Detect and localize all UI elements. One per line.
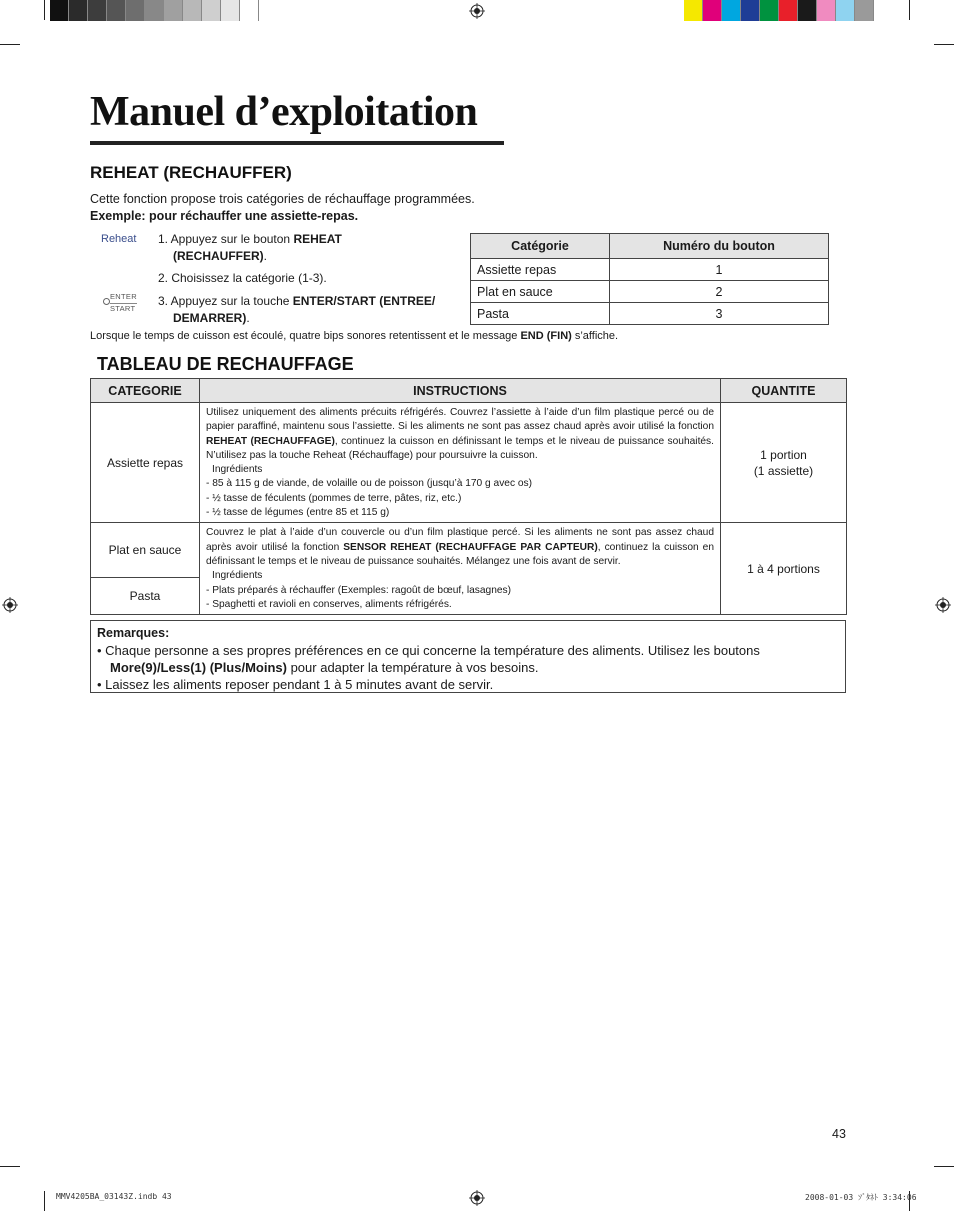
category-table <box>470 233 829 325</box>
crop-mark <box>909 0 910 20</box>
gray-swatch <box>126 0 145 21</box>
gray-swatch <box>50 0 69 21</box>
registration-mark-icon <box>2 597 18 613</box>
print-footer-date: 2008-01-03 ｿﾞﾀﾈﾄ 3:34:06 <box>805 1193 917 1202</box>
gray-swatch <box>107 0 126 21</box>
section-heading-reheat: REHEAT (RECHAUFFER) <box>90 163 292 182</box>
column-header: CATEGORIE <box>91 379 200 403</box>
gray-swatch <box>145 0 164 21</box>
category-cell: Plat en sauce <box>471 281 610 303</box>
gray-swatch <box>202 0 221 21</box>
title-underline <box>90 141 504 145</box>
category-cell: Pasta <box>91 577 200 614</box>
color-swatch <box>855 0 874 21</box>
registration-mark-icon <box>469 3 485 19</box>
button-number-cell: 1 <box>610 259 829 281</box>
step-3: 3. Appuyez sur la touche ENTER/START (ENTREE/ DEMARRER). <box>158 294 436 325</box>
reheat-table <box>90 378 847 615</box>
table-row <box>471 303 829 325</box>
remarks-box <box>90 620 846 693</box>
gray-swatch <box>69 0 88 21</box>
color-swatch <box>722 0 741 21</box>
quantity-cell: 1 à 4 portions <box>721 523 847 615</box>
instructions-cell: Utilisez uniquement des aliments précuits réfrigérés. Couvrez l’assiette à l’aide d’un film plastique percé ou de papier paraffiné, maintenu sous l’assiette. Si les aliments ne sont pas assez chaud après avoir utilisé la fonction REHEAT (RECHAUFFAGE), continuez la cuisson en définissant le temps et le niveau de puissance souhaités. N’utilisez pas la touche Reheat (Réchauffage) pour poursuivre la cuisson. Ingrédients - 85 à 115 g de viande, de volaille ou de poisson (jusqu’à 170 g avec os) - ½ tasse de féculents (pommes de terre, pâtes, riz, etc.) - ½ tasse de légumes (entre 85 et 115 g) <box>200 403 721 523</box>
step-2: 2. Choisissez la catégorie (1-3). <box>158 271 327 285</box>
category-cell: Assiette repas <box>471 259 610 281</box>
table-row <box>91 403 847 523</box>
registration-mark-icon <box>935 597 951 613</box>
table-header-row <box>471 234 829 259</box>
category-cell: Pasta <box>471 303 610 325</box>
ingredient-item: - Spaghetti et ravioli en conserves, aliments réfrigérés. <box>206 598 452 610</box>
ingredient-item: - Plats préparés à réchauffer (Exemples: ragoût de bœuf, lasagnes) <box>206 584 512 596</box>
table-header-row <box>91 379 847 403</box>
step-1: 1. Appuyez sur le bouton REHEAT (RECHAUFFER). <box>158 232 342 263</box>
color-swatch <box>836 0 855 21</box>
end-note: Lorsque le temps de cuisson est écoulé, quatre bips sonores retentissent et le message END (FIN) s’affiche. <box>90 330 619 342</box>
crop-mark <box>44 1191 45 1211</box>
example-text: Exemple: pour réchauffer une assiette-repas. <box>90 209 359 223</box>
enter-label: ENTER <box>110 292 137 301</box>
color-swatch <box>779 0 798 21</box>
print-footer-file: MMV4205BA_03143Z.indb 43 <box>56 1192 172 1201</box>
color-swatch <box>817 0 836 21</box>
gray-swatch <box>240 0 259 21</box>
intro-text: Cette fonction propose trois catégories de réchauffage programmées. <box>90 192 475 206</box>
color-swatch <box>684 0 703 21</box>
column-header: QUANTITE <box>721 379 847 403</box>
crop-mark <box>934 1166 954 1167</box>
color-calibration-bar <box>684 0 874 21</box>
ingredient-item: - ½ tasse de légumes (entre 85 et 115 g) <box>206 507 390 519</box>
grayscale-calibration-bar <box>50 0 259 21</box>
crop-mark <box>0 44 20 45</box>
gray-swatch <box>183 0 202 21</box>
crop-mark <box>934 44 954 45</box>
color-swatch <box>798 0 817 21</box>
crop-mark <box>0 1166 20 1167</box>
crop-mark <box>44 0 45 20</box>
quantity-cell: 1 portion (1 assiette) <box>721 403 847 523</box>
table-row <box>471 259 829 281</box>
reheat-button-icon: Reheat <box>101 233 137 245</box>
table-row <box>91 523 847 577</box>
ingredient-item: - 85 à 115 g de viande, de volaille ou de poisson (jusqu’à 170 g avec os) <box>206 478 533 490</box>
gray-swatch <box>88 0 107 21</box>
category-cell: Plat en sauce <box>91 523 200 577</box>
instructions-cell: Couvrez le plat à l’aide d’un couvercle ou d’un film plastique percé. Si les aliments ne sont pas assez chaud après avoir utilisé la fonction SENSOR REHEAT (RECHAUFFAGE PAR CAPTEUR), continuez la cuisson en définissant le temps et le niveau de puissance souhaités. Mélangez une fois avant de servir. Ingrédients - Plats préparés à réchauffer (Exemples: ragoût de bœuf, lasagnes) - Spaghetti et ravioli en conserves, aliments réfrigérés. <box>200 523 721 615</box>
color-swatch <box>741 0 760 21</box>
enter-start-button-icon <box>103 292 143 314</box>
column-header: Numéro du bouton <box>610 234 829 259</box>
registration-mark-icon <box>469 1190 485 1206</box>
category-cell: Assiette repas <box>91 403 200 523</box>
remark-item: • Chaque personne a ses propres préférences en ce qui concerne la température des aliments. Utilisez les boutons More(9)/Less(1) (Plus/Moins) pour adapter la température à vos besoins. <box>97 643 760 675</box>
ingredient-item: - ½ tasse de féculents (pommes de terre, pâtes, riz, etc.) <box>206 492 462 504</box>
remark-item: • Laissez les aliments reposer pendant 1 à 5 minutes avant de servir. <box>97 677 494 692</box>
page-number: 43 <box>832 1127 846 1141</box>
section-heading-table: TABLEAU DE RECHAUFFAGE <box>97 354 354 374</box>
page-title: Manuel d’exploitation <box>90 89 478 135</box>
ingredients-label: Ingrédients <box>212 570 263 582</box>
color-swatch <box>703 0 722 21</box>
start-label: START <box>110 304 136 313</box>
table-row <box>471 281 829 303</box>
gray-swatch <box>164 0 183 21</box>
column-header: INSTRUCTIONS <box>200 379 721 403</box>
button-number-cell: 2 <box>610 281 829 303</box>
gray-swatch <box>221 0 240 21</box>
ingredients-label: Ingrédients <box>212 464 263 476</box>
column-header: Catégorie <box>471 234 610 259</box>
color-swatch <box>760 0 779 21</box>
button-number-cell: 3 <box>610 303 829 325</box>
remarks-title: Remarques: <box>97 626 170 640</box>
